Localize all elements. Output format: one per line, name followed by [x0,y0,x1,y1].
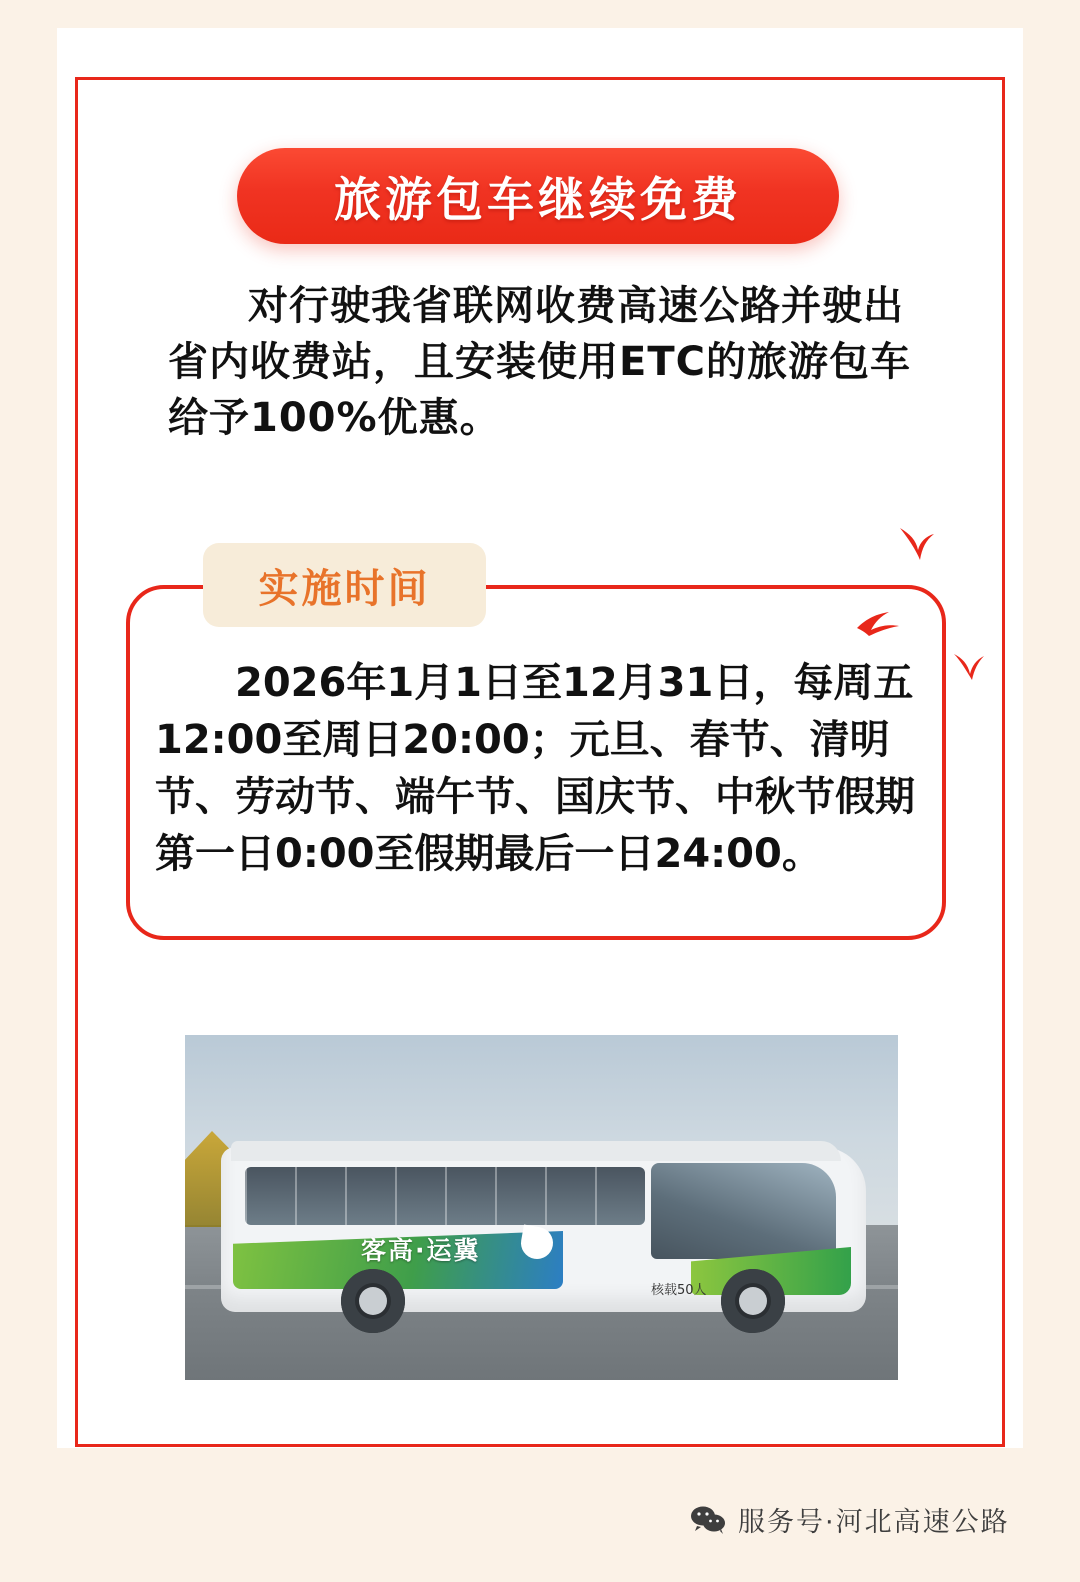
bus-roof [231,1141,841,1161]
bus-photo [185,1035,898,1380]
swallow-icon-3 [952,648,986,682]
implementation-time-label-text: 实施时间 [258,565,431,612]
bus-brand-text: 客高·运冀 [361,1236,481,1265]
bus-side-windows [245,1167,645,1225]
intro-paragraph: 对行驶我省联网收费高速公路并驶出省内收费站，且安装使用ETC的旅游包车给予100%优惠。 [168,283,911,441]
implementation-time-text: 2026年1月1日至12月31日，每周五12:00至周日20:00；元旦、春节、清明节、劳动节、端午节、国庆节、中秋节假期第一日0:00至假期最后一日24:00。 [155,660,915,877]
swallow-icon-2 [855,606,901,638]
bus-windshield [651,1163,836,1259]
footer-account-name: 服务号·河北高速公路 [738,1507,1010,1538]
page-title: 旅游包车继续免费 [334,172,742,228]
poster-title-pill [237,148,839,244]
swallow-icon-1 [896,524,938,564]
bus-seat-note: 核载50人 [651,1283,707,1298]
bus-wheel-front [341,1269,405,1333]
tour-bus [221,1127,866,1327]
implementation-time-label [203,543,486,627]
bus-wheel-rear [721,1269,785,1333]
wechat-icon [690,1505,726,1535]
footer [690,1500,1010,1539]
